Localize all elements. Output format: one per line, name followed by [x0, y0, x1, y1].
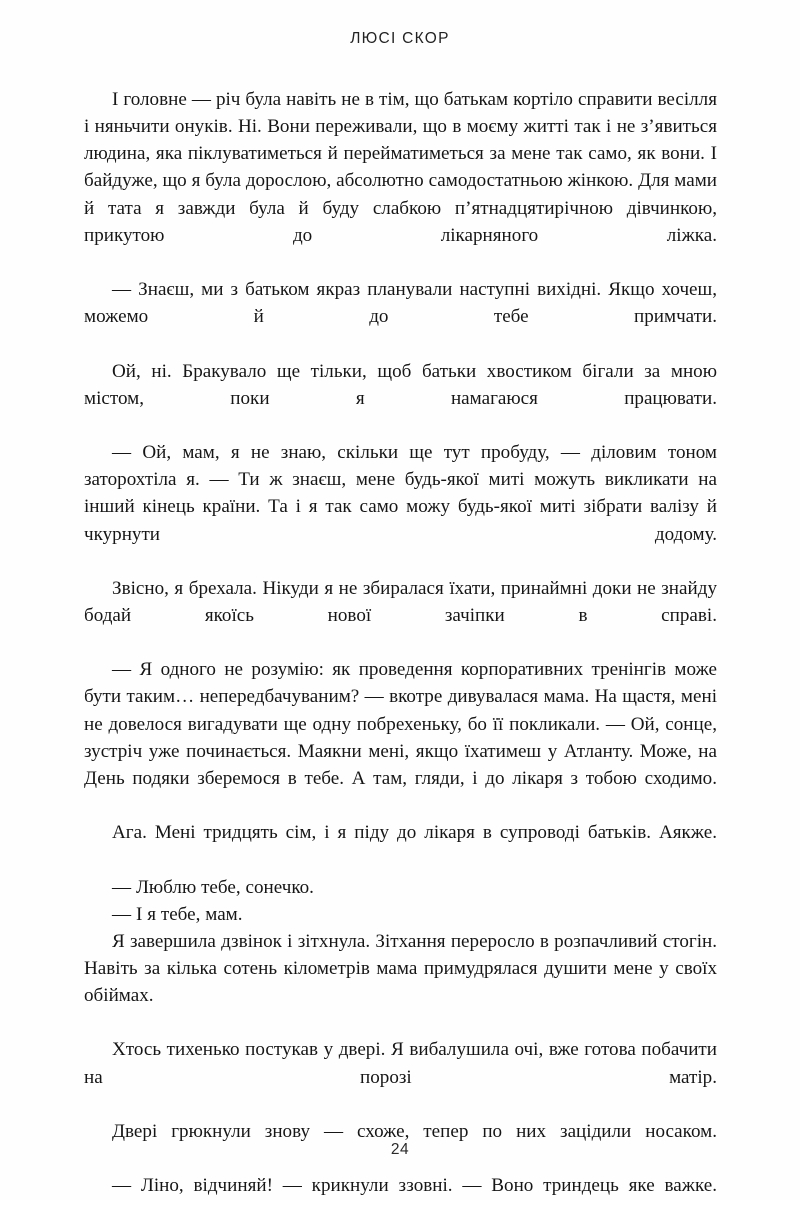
paragraph: Ага. Мені тридцять сім, і я піду до лікаря в супроводі батьків. Аякже. — [112, 822, 717, 844]
paragraph: — І я тебе, мам. — [112, 903, 243, 925]
paragraph: Я завершила дзвінок і зітхнула. Зітхання переросло в розпачливий стогін. Навіть за кілька сотень кілометрів мама примудрялася душити мене у своїх обіймах. — [84, 930, 717, 1007]
paragraph: І головне — річ була навіть не в тім, що батькам кортіло справити весілля і няньчити онуків. Ні. Вони переживали, що в моєму житті так і не з’явиться людина, яка піклуватиметься й перейматиметься за мене так само, як вони. І байдуже, що я була дорослою, абсолютно самодостатньою жінкою. Для мами й тата я завжди була й буду слабкою п’ятнадцятирічною дівчинкою, прикутою до лікарняного ліжка. — [84, 89, 718, 246]
paragraph: Двері грюкнули знову — схоже, тепер по них зацідили носаком. — [112, 1120, 717, 1142]
running-head: ЛЮСІ СКОР — [350, 30, 450, 47]
body-text-column — [84, 86, 717, 1227]
paragraph: — Люблю тебе, сонечко. — [112, 876, 314, 898]
page-number: 24 — [390, 1141, 410, 1158]
paragraph: — Знаєш, ми з батьком якраз планували наступні вихідні. Якщо хочеш, можемо й до тебе примчати. — [84, 279, 717, 328]
paragraph: Ой, ні. Бракувало ще тільки, щоб батьки хвостиком бігали за мною містом, поки я намагаюся працювати. — [84, 360, 717, 409]
paragraph: — Я одного не розумію: як проведення корпоративних тренінгів може бути таким… непередбачуваним? — вкотре дивувалася мама. На щастя, мені не довелося вигадувати ще одну побрехеньку, бо її покликали. — Ой, сонце, зустріч уже починається. Маякни мені, якщо їхатимеш у Атланту. Може, на День подяки зберемося в тебе. А там, гляди, і до лікаря з тобою сходимо. — [84, 659, 717, 789]
paragraph: Звісно, я брехала. Нікуди я не збиралася їхати, принаймні доки не знайду бодай якоїсь нової зачіпки в справі. — [84, 577, 717, 626]
paragraph: Хтось тихенько постукав у двері. Я вибалушила очі, вже готова побачити на порозі матір. — [84, 1039, 717, 1088]
paragraph: — Ліно, відчиняй! — крикнули ззовні. — Воно триндець яке важке. — [112, 1175, 717, 1197]
paragraph: — Ой, мам, я не знаю, скільки ще тут пробуду, — діловим тоном заторохтіла я. — Ти ж знаєш, мене будь-якої миті можуть викликати на інший кінець країни. Та і я так само можу будь-якої миті зібрати валізу й чкурнути додому. — [84, 442, 717, 545]
